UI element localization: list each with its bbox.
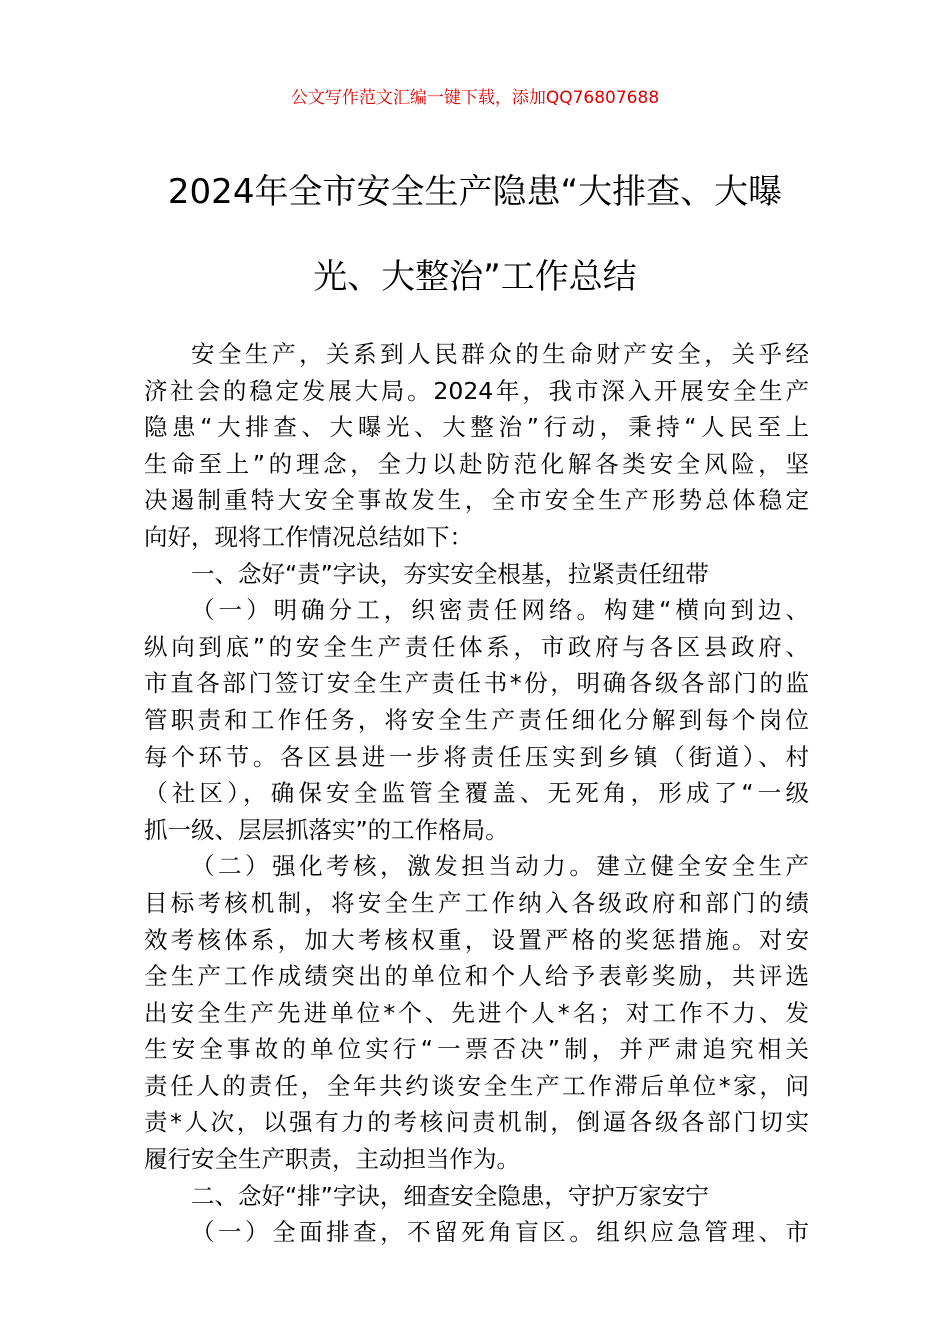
paragraph-line: 决遏制重特大安全事故发生，全市安全生产形势总体稳定 [144, 486, 809, 515]
section-heading-2: 二、念好“排”字诀，细查安全隐患，守护万家安宁 [191, 1181, 709, 1210]
paragraph-line: 管职责和工作任务，将安全生产责任细化分解到每个岗位 [144, 705, 809, 734]
paragraph-line: 责*人次，以强有力的考核问责机制，倒逼各级各部门切实 [144, 1108, 809, 1137]
paragraph-line: 市直各部门签订安全生产责任书*份，明确各级各部门的监 [144, 669, 809, 698]
paragraph-line: （二）强化考核，激发担当动力。建立健全安全生产 [191, 852, 809, 881]
paragraph-line: 每个环节。各区县进一步将责任压实到乡镇（街道）、村 [144, 742, 809, 771]
paragraph-line: 责任人的责任，全年共约谈安全生产工作滞后单位*家，问 [144, 1071, 809, 1100]
document-title [140, 150, 810, 320]
section-heading-1: 一、念好“责”字诀，夯实安全根基，拉紧责任纽带 [191, 559, 709, 588]
paragraph-line: 出安全生产先进单位*个、先进个人*名；对工作不力、发 [144, 998, 809, 1027]
paragraph-line: 目标考核机制，将安全生产工作纳入各级政府和部门的绩 [144, 888, 809, 917]
title-line-1: 2024年全市安全生产隐患“大排查、大曝 [167, 172, 783, 212]
paragraph-line: 生命至上”的理念，全力以赴防范化解各类安全风险，坚 [144, 449, 809, 478]
paragraph-line: 生安全事故的单位实行“一票否决”制，并严肃追究相关 [144, 1035, 809, 1064]
paragraph-line: 纵向到底”的安全生产责任体系，市政府与各区县政府、 [144, 632, 809, 661]
paragraph-line: （一）明确分工，织密责任网络。构建“横向到边、 [191, 596, 809, 625]
paragraph-line: 向好，现将工作情况总结如下： [144, 522, 473, 551]
document-body [144, 336, 809, 1251]
paragraph-line: 济社会的稳定发展大局。2024年，我市深入开展安全生产 [144, 376, 809, 405]
paragraph-line: （一）全面排查，不留死角盲区。组织应急管理、市 [191, 1218, 809, 1247]
title-line-2: 光、大整治”工作总结 [313, 257, 637, 297]
header-download-note: 公文写作范文汇编一键下载，添加QQ76807688 [290, 88, 660, 108]
paragraph-line: 安全生产，关系到人民群众的生命财产安全，关乎经 [191, 340, 809, 368]
paragraph-line: 隐患“大排查、大曝光、大整治”行动，秉持“人民至上 [144, 413, 809, 442]
paragraph-line: 抓一级、层层抓落实”的工作格局。 [144, 815, 509, 844]
paragraph-line: 全生产工作成绩突出的单位和个人给予表彰奖励，共评选 [144, 962, 809, 991]
paragraph-line: 履行安全生产职责，主动担当作为。 [144, 1145, 520, 1174]
paragraph-line: 效考核体系，加大考核权重，设置严格的奖惩措施。对安 [144, 925, 809, 954]
paragraph-line: （社区），确保安全监管全覆盖、无死角，形成了“一级 [144, 779, 809, 808]
